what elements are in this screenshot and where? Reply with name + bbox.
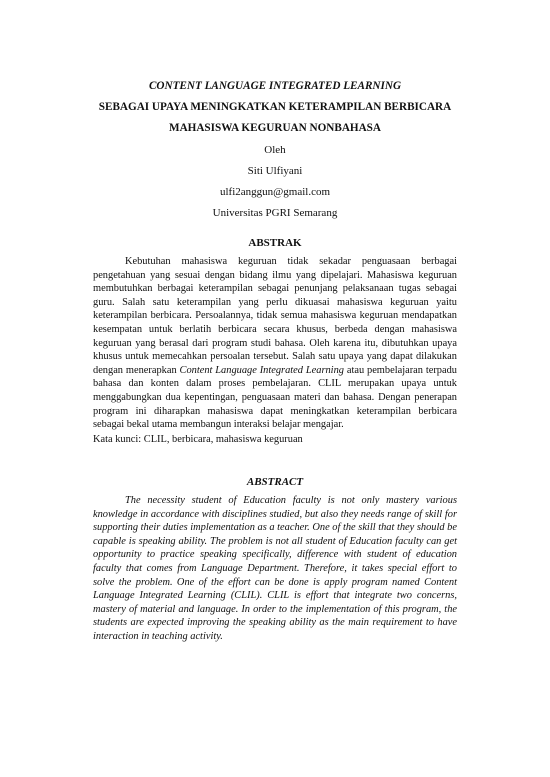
author-name: Siti Ulfiyani	[247, 165, 303, 177]
abstrak-text-part-2: atau pembelajaran terpadu bahasa dan konten dalam proses pembelajaran. CLIL merupakan upaya untuk menggabungkan dua kepentingan, penguasaan materi dan bahasa. Dengan penerapan program ini diharapkan mahasiswa dapat meningkatkan keterampilan berbicara sebagai bekal utama membangun interaksi belajar mengajar.	[93, 364, 457, 431]
keywords-line: Kata kunci: CLIL, berbicara, mahasiswa keguruan	[93, 434, 303, 445]
paper-title-line-2: SEBAGAI UPAYA MENINGKATKAN KETERAMPILAN BERBICARA	[98, 101, 452, 113]
author-email: ulfi2anggun@gmail.com	[219, 186, 331, 198]
abstrak-heading: ABSTRAK	[248, 237, 302, 249]
author-affiliation: Universitas PGRI Semarang	[212, 207, 338, 219]
by-label: Oleh	[264, 144, 286, 156]
paper-title-line-1: CONTENT LANGUAGE INTEGRATED LEARNING	[148, 80, 402, 92]
abstrak-text-part-1: Kebutuhan mahasiswa keguruan tidak sekadar penguasaan berbagai pengetahuan yang sesuai dengan bidang ilmu yang dipelajari. Mahasiswa keguruan membutuhkan berbagai keterampilan sebagai penunjang pelaksanaan tugas sebagai guru. Salah satu keterampilan yang perlu dikuasai mahasiswa keguruan yaitu keterampilan berbicara. Persoalannya, tidak semua mahasiswa keguruan mendapatkan kesempatan untuk berlatih berbicara secara khusus, berbeda dengan mahasiswa keguruan yang berasal dari program studi bahasa. Oleh karena itu, dibutuhkan upaya khusus untuk memecahkan persoalan tersebut. Salah satu upaya yang dapat dilakukan dengan menerapkan	[93, 256, 457, 376]
abstrak-text-italic-term: Content Language Integrated Learning	[179, 364, 344, 376]
abstract-heading: ABSTRACT	[246, 476, 304, 488]
abstrak-paragraph	[93, 255, 457, 432]
abstract-paragraph: The necessity student of Education faculty is not only mastery various knowledge in accordance with disciplines studied, but also they needs range of skill for supporting their duties implementation as a teacher. One of the skill that they should be capable is speaking ability. The problem is not all student of Education faculty can get opportunity to practice speaking specifically, difference with student of education faculty that comes from Language Department. Therefore, it takes special effort to solve the problem. One of the effort can be done is apply program named Content Language Integrated Learning (CLIL). CLIL is effort that integrate two concerns, mastery of material and language. In order to the implementation of this program, the students are expected improving the speaking ability as the main requirement to have interaction in teaching activity.	[93, 495, 457, 642]
paper-title-line-3: MAHASISWA KEGURUAN NONBAHASA	[169, 122, 381, 134]
